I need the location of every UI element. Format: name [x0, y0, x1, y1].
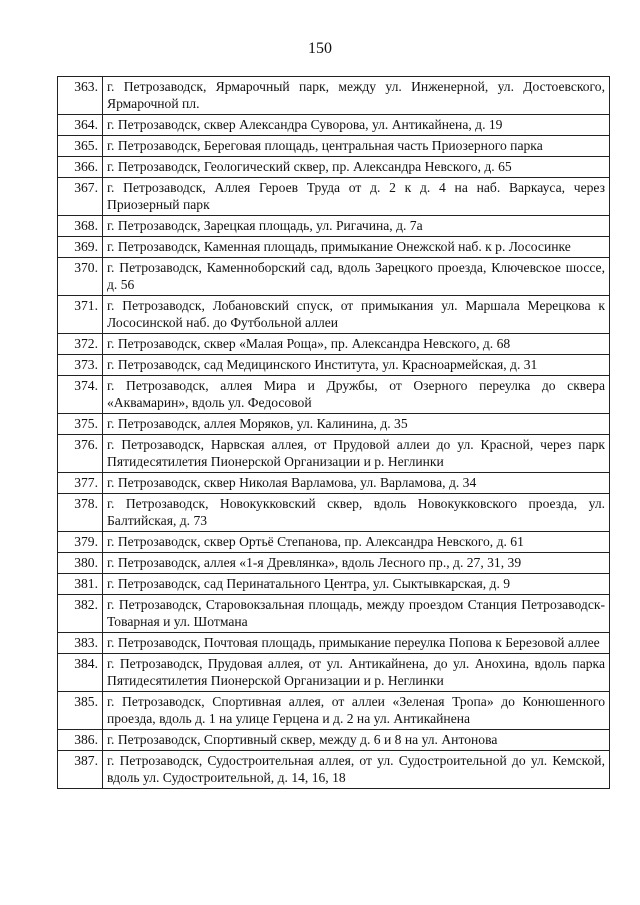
row-address: г. Петрозаводск, Спортивная аллея, от аллеи «Зеленая Тропа» до Конюшенного проезда, вдоль д. 1 на улице Герцена и д. 2 на ул. Антикайнена	[103, 692, 610, 730]
row-number: 387.	[58, 751, 103, 789]
row-address: г. Петрозаводск, Старовокзальная площадь, между проездом Станция Петрозаводск-Товарная и ул. Шотмана	[103, 595, 610, 633]
table-row	[58, 237, 610, 258]
row-address: г. Петрозаводск, Ярмарочный парк, между ул. Инженерной, ул. Достоевского, Ярмарочной пл.	[103, 77, 610, 115]
table-row	[58, 473, 610, 494]
row-number: 375.	[58, 414, 103, 435]
table-row	[58, 414, 610, 435]
row-number: 367.	[58, 178, 103, 216]
row-number: 370.	[58, 258, 103, 296]
row-number: 372.	[58, 334, 103, 355]
row-address: г. Петрозаводск, Аллея Героев Труда от д. 2 к д. 4 на наб. Варкауса, через Приозерный парк	[103, 178, 610, 216]
row-address: г. Петрозаводск, аллея Моряков, ул. Калинина, д. 35	[103, 414, 610, 435]
table-row	[58, 692, 610, 730]
row-address: г. Петрозаводск, Нарвская аллея, от Прудовой аллеи до ул. Красной, через парк Пятидесятилетия Пионерской Организации и р. Неглинки	[103, 435, 610, 473]
row-address: г. Петрозаводск, сад Перинатального Центра, ул. Сыктывкарская, д. 9	[103, 574, 610, 595]
row-address: г. Петрозаводск, Береговая площадь, центральная часть Приозерного парка	[103, 136, 610, 157]
table-row	[58, 355, 610, 376]
table-row	[58, 633, 610, 654]
row-number: 386.	[58, 730, 103, 751]
table-row	[58, 216, 610, 237]
row-number: 381.	[58, 574, 103, 595]
table-row	[58, 553, 610, 574]
row-number: 371.	[58, 296, 103, 334]
table-row	[58, 376, 610, 414]
row-number: 365.	[58, 136, 103, 157]
row-number: 376.	[58, 435, 103, 473]
row-number: 378.	[58, 494, 103, 532]
row-address: г. Петрозаводск, Лобановский спуск, от примыкания ул. Маршала Мерецкова к Лососинской наб. до Футбольной аллеи	[103, 296, 610, 334]
table-body	[58, 77, 610, 789]
page-number: 150	[308, 40, 332, 57]
table-row	[58, 334, 610, 355]
row-number: 364.	[58, 115, 103, 136]
table-row	[58, 435, 610, 473]
row-address: г. Петрозаводск, Судостроительная аллея, от ул. Судостроительной до ул. Кемской, вдоль ул. Судостроительной, д. 14, 16, 18	[103, 751, 610, 789]
row-number: 382.	[58, 595, 103, 633]
registry-table	[57, 76, 610, 789]
row-number: 363.	[58, 77, 103, 115]
table-row	[58, 258, 610, 296]
table-row	[58, 115, 610, 136]
table-row	[58, 730, 610, 751]
table-row	[58, 494, 610, 532]
row-number: 385.	[58, 692, 103, 730]
row-address: г. Петрозаводск, Прудовая аллея, от ул. Антикайнена, до ул. Анохина, вдоль парка Пятидесятилетия Пионерской Организации и р. Неглинки	[103, 654, 610, 692]
row-number: 379.	[58, 532, 103, 553]
row-number: 368.	[58, 216, 103, 237]
table-row	[58, 532, 610, 553]
row-number: 373.	[58, 355, 103, 376]
row-address: г. Петрозаводск, Каменноборский сад, вдоль Зарецкого проезда, Ключевское шоссе, д. 56	[103, 258, 610, 296]
table-row	[58, 77, 610, 115]
row-number: 369.	[58, 237, 103, 258]
table-row	[58, 178, 610, 216]
row-address: г. Петрозаводск, сквер Александра Суворова, ул. Антикайнена, д. 19	[103, 115, 610, 136]
row-number: 366.	[58, 157, 103, 178]
row-address: г. Петрозаводск, Спортивный сквер, между д. 6 и 8 на ул. Антонова	[103, 730, 610, 751]
row-address: г. Петрозаводск, сквер «Малая Роща», пр. Александра Невского, д. 68	[103, 334, 610, 355]
row-number: 384.	[58, 654, 103, 692]
row-address: г. Петрозаводск, сад Медицинского Института, ул. Красноармейская, д. 31	[103, 355, 610, 376]
row-address: г. Петрозаводск, Зарецкая площадь, ул. Ригачина, д. 7а	[103, 216, 610, 237]
row-address: г. Петрозаводск, аллея Мира и Дружбы, от Озерного переулка до сквера «Аквамарин», вдоль ул. Федосовой	[103, 376, 610, 414]
table-row	[58, 654, 610, 692]
row-address: г. Петрозаводск, сквер Николая Варламова, ул. Варламова, д. 34	[103, 473, 610, 494]
table-row	[58, 595, 610, 633]
row-address: г. Петрозаводск, сквер Ортьё Степанова, пр. Александра Невского, д. 61	[103, 532, 610, 553]
row-address: г. Петрозаводск, Каменная площадь, примыкание Онежской наб. к р. Лососинке	[103, 237, 610, 258]
table-row	[58, 574, 610, 595]
table-row	[58, 136, 610, 157]
row-address: г. Петрозаводск, Геологический сквер, пр. Александра Невского, д. 65	[103, 157, 610, 178]
row-address: г. Петрозаводск, аллея «1-я Древлянка», вдоль Лесного пр., д. 27, 31, 39	[103, 553, 610, 574]
table-row	[58, 296, 610, 334]
table-row	[58, 751, 610, 789]
row-address: г. Петрозаводск, Почтовая площадь, примыкание переулка Попова к Березовой аллее	[103, 633, 610, 654]
table-row	[58, 157, 610, 178]
row-number: 380.	[58, 553, 103, 574]
row-number: 374.	[58, 376, 103, 414]
row-number: 377.	[58, 473, 103, 494]
row-address: г. Петрозаводск, Новокукковский сквер, вдоль Новокукковского проезда, ул. Балтийская, д. 73	[103, 494, 610, 532]
row-number: 383.	[58, 633, 103, 654]
